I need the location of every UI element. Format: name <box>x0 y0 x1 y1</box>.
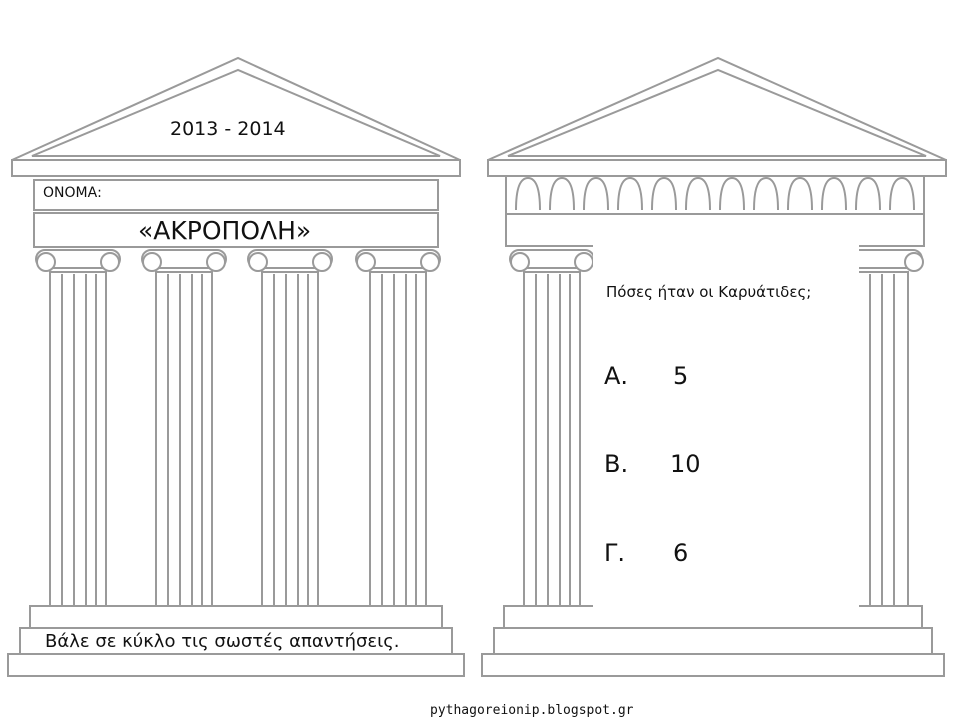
option-value-c[interactable]: 6 <box>673 539 689 567</box>
instruction-text: Βάλε σε κύκλο τις σωστές απαντήσεις. <box>45 631 400 652</box>
name-label: ΟΝΟΜΑ: <box>43 185 102 201</box>
source-url: pythagoreionip.blogspot.gr <box>430 703 634 718</box>
option-value-b[interactable]: 10 <box>670 450 701 478</box>
option-letter-c: Γ. <box>604 539 625 567</box>
question-text: Πόσες ήταν οι Καρυάτιδες; <box>606 283 812 301</box>
right-temple <box>482 58 946 676</box>
left-temple <box>8 58 464 676</box>
worksheet-title: «ΑΚΡΟΠΟΛΗ» <box>138 216 312 245</box>
option-value-a[interactable]: 5 <box>673 362 689 390</box>
option-letter-a: Α. <box>604 362 629 390</box>
school-year: 2013 - 2014 <box>170 118 286 140</box>
option-letter-b: Β. <box>604 450 629 478</box>
left-columns <box>36 250 440 608</box>
